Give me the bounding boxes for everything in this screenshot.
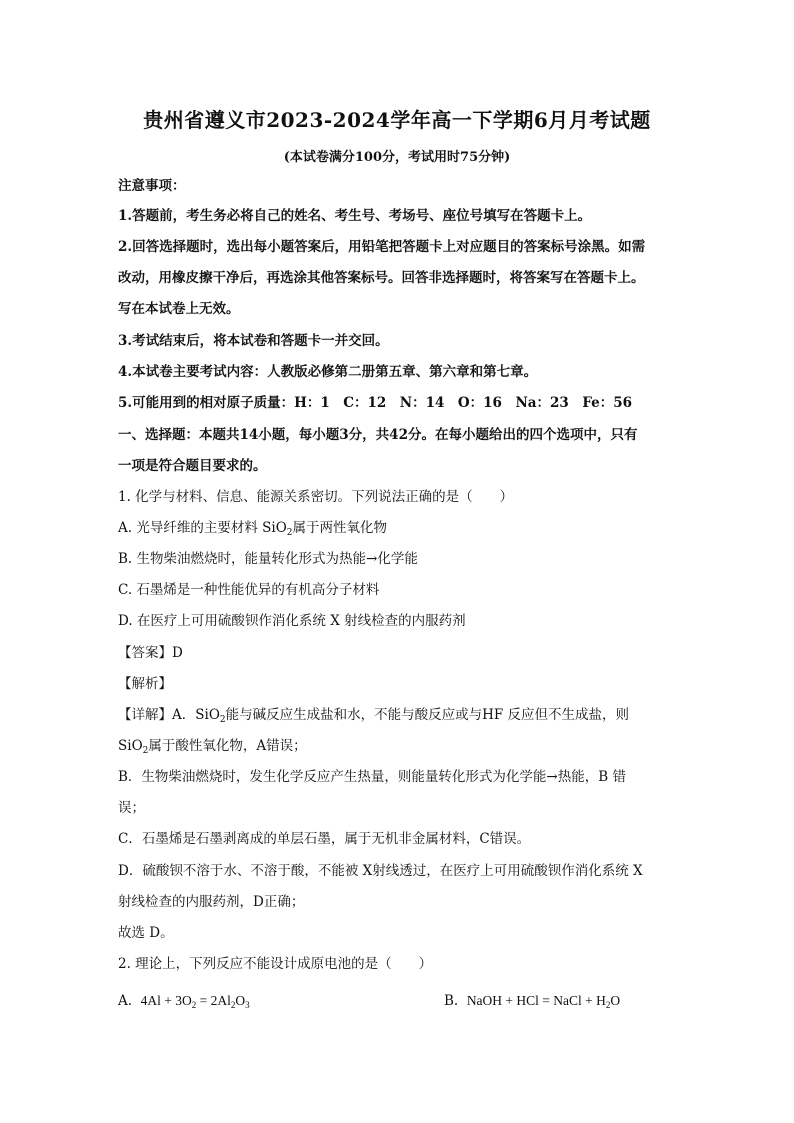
section-heading-cont: 一项是符合题目要求的。 bbox=[118, 458, 267, 474]
question-1-option-c: C. 石墨烯是一种性能优异的有机高分子材料 bbox=[118, 582, 380, 598]
question-1-detail-a: 【详解】A．SiO$_2$能与碱反应生成盐和水，不能与酸反应或与HF 反应但不生成盐，则 bbox=[118, 707, 630, 725]
question-2-stem: 2. 理论上，下列反应不能设计成原电池的是（ ） bbox=[118, 956, 433, 972]
note-item: 改动，用橡皮擦干净后，再选涂其他答案标号。回答非选择题时，将答案写在答题卡上。 bbox=[118, 270, 645, 286]
question-1-detail-d-cont: 射线检查的内服药剂，D正确； bbox=[118, 894, 305, 910]
question-1-detail-a-cont: SiO$_2$属于酸性氧化物，A错误； bbox=[118, 738, 307, 756]
section-heading: 一、选择题：本题共14小题，每小题3分，共42分。在每小题给出的四个选项中，只有 bbox=[118, 427, 638, 443]
question-1-answer: 【答案】D bbox=[118, 645, 183, 661]
question-2-option-a: A. $4Al + 3O_2 = 2Al_2O_3$ bbox=[118, 993, 250, 1010]
note-item: 3.考试结束后，将本试卷和答题卡一并交回。 bbox=[118, 333, 389, 349]
note-item: 4.本试卷主要考试内容：人教版必修第二册第五章、第六章和第七章。 bbox=[118, 364, 538, 380]
question-1-analysis: 【解析】 bbox=[118, 676, 172, 692]
question-1-stem: 1. 化学与材料、信息、能源关系密切。下列说法正确的是（ ） bbox=[118, 489, 514, 505]
page-title: 贵州省遵义市2023-2024学年高一下学期6月月考试题 bbox=[143, 108, 651, 132]
question-1-detail-b: B．生物柴油燃烧时，发生化学反应产生热量，则能量转化形式为化学能→热能，B 错 bbox=[118, 769, 626, 785]
question-1-option-a: A. 光导纤维的主要材料 SiO$_2$属于两性氧化物 bbox=[118, 520, 387, 538]
question-1-detail-c: C．石墨烯是石墨剥离成的单层石墨，属于无机非金属材料，C错误。 bbox=[118, 831, 531, 847]
note-item: 写在本试卷上无效。 bbox=[118, 301, 240, 317]
notes-heading: 注意事项： bbox=[118, 178, 186, 194]
question-1-option-b: B. 生物柴油燃烧时，能量转化形式为热能→化学能 bbox=[118, 551, 418, 567]
question-1-detail-d: D．硫酸钡不溶于水、不溶于酸，不能被 X射线透过，在医疗上可用硫酸钡作消化系统 X bbox=[118, 863, 643, 879]
question-1-detail-b-cont: 误； bbox=[118, 800, 145, 816]
note-item: 5.可能用到的相对原子质量：H：1 C：12 N：14 O：16 Na：23 Fe：56 bbox=[118, 395, 633, 411]
question-1-option-d: D. 在医疗上可用硫酸钡作消化系统 X 射线检查的内服药剂 bbox=[118, 613, 466, 629]
question-1-conclusion: 故选 D。 bbox=[118, 925, 174, 941]
question-2-option-b: B. NaOH + HCl = NaCl + $H_2O$ bbox=[444, 993, 621, 1010]
note-item: 2.回答选择题时，选出每小题答案后，用铅笔把答题卡上对应题目的答案标号涂黑。如需 bbox=[118, 239, 646, 255]
note-item: 1.答题前，考生务必将自己的姓名、考生号、考场号、座位号填写在答题卡上。 bbox=[118, 208, 592, 224]
page-subtitle: (本试卷满分100分，考试用时75分钟) bbox=[283, 150, 511, 165]
